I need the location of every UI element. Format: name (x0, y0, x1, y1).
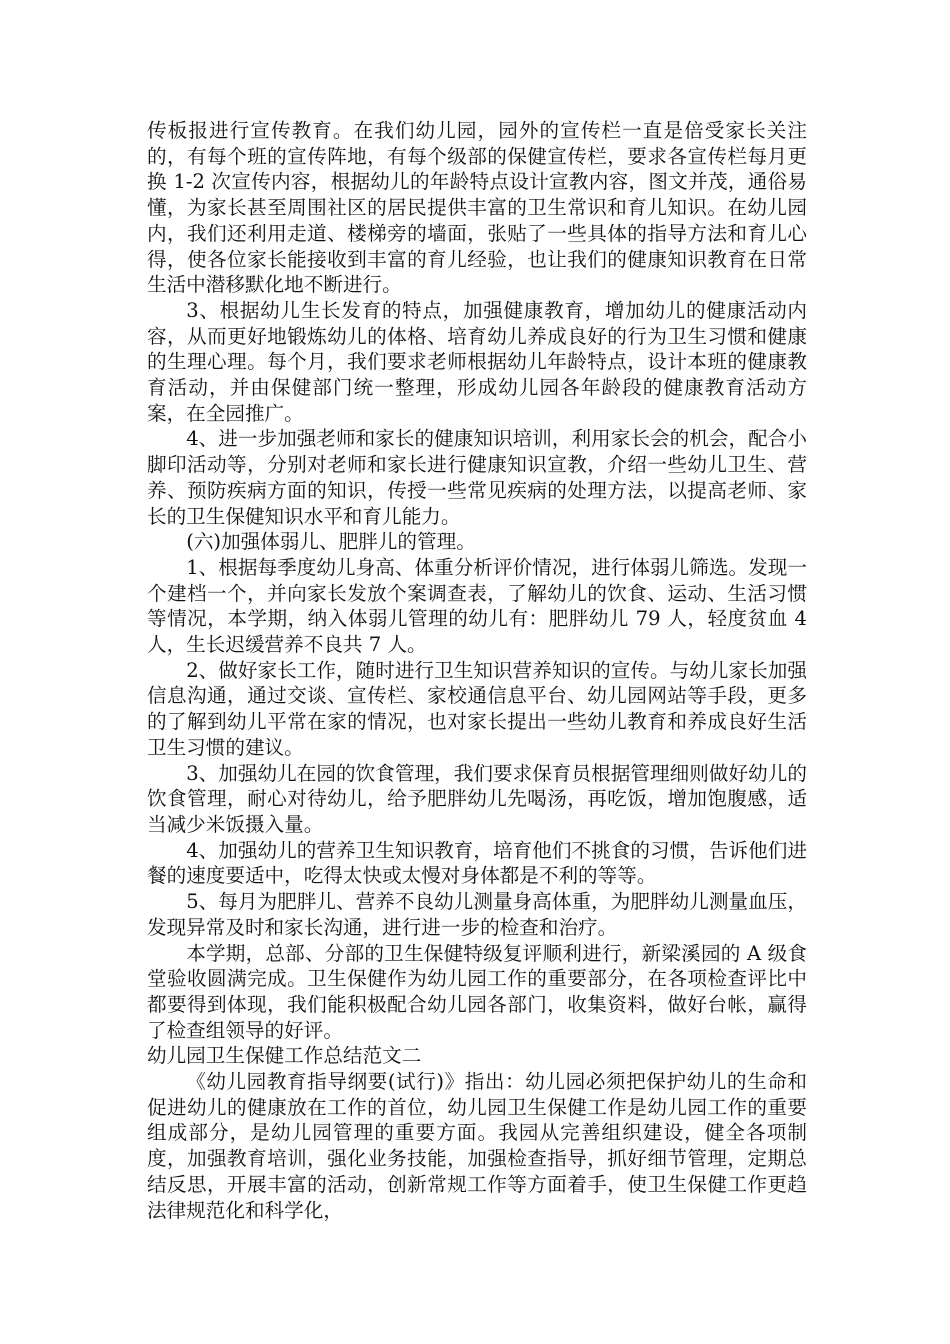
paragraph-item-2-parent-work: 2、做好家长工作，随时进行卫生知识营养知识的宣传。与幼儿家长加强信息沟通，通过交谈、宣传栏、家校通信息平台、幼儿园网站等手段，更多的了解到幼儿平常在家的情况，也对家长提出一些幼儿教育和养成良好生活卫生习惯的建议。 (147, 658, 807, 759)
document-page (147, 118, 807, 1223)
paragraph-item-3-health-education: 3、根据幼儿生长发育的特点，加强健康教育，增加幼儿的健康活动内容，从而更好地锻炼幼儿的体格、培育幼儿养成良好的行为卫生习惯和健康的生理心理。每个月，我们要求老师根据幼儿年龄特点，设计本班的健康教育活动，并由保健部门统一整理，形成幼儿园各年龄段的健康教育活动方案，在全园推广。 (147, 298, 807, 425)
paragraph-item-4-nutrition: 4、加强幼儿的营养卫生知识教育，培育他们不挑食的习惯，告诉他们进餐的速度要适中，吃得太快或太慢对身体都是不利的等等。 (147, 838, 807, 888)
paragraph-item-3-diet: 3、加强幼儿在园的饮食管理，我们要求保育员根据管理细则做好幼儿的饮食管理，耐心对待幼儿，给予肥胖幼儿先喝汤，再吃饭，增加饱腹感，适当减少米饭摄入量。 (147, 761, 807, 836)
paragraph-guideline-intro: 《幼儿园教育指导纲要(试行)》指出：幼儿园必须把保护幼儿的生命和促进幼儿的健康放在工作的首位，幼儿园卫生保健工作是幼儿园工作的重要组成部分，是幼儿园管理的重要方面。我园从完善组织建设，健全各项制度，加强教育培训，强化业务技能，加强检查指导，抓好细节管理，定期总结反思，开展丰富的活动，创新常规工作等方面着手，使卫生保健工作更趋法律规范化和科学化， (147, 1070, 807, 1222)
paragraph-item-1-screening: 1、根据每季度幼儿身高、体重分析评价情况，进行体弱儿筛选。发现一个建档一个，并向家长发放个案调查表，了解幼儿的饮食、运动、生活习惯等情况，本学期，纳入体弱儿管理的幼儿有：肥胖幼儿 79 人，轻度贫血 4 人，生长迟缓营养不良共 7 人。 (147, 555, 807, 657)
article-title-two: 幼儿园卫生保健工作总结范文二 (147, 1044, 422, 1068)
section-heading-six: (六)加强体弱儿、肥胖儿的管理。 (186, 530, 476, 554)
paragraph-publicity-continued: 传板报进行宣传教育。在我们幼儿园，园外的宣传栏一直是倍受家长关注的，有每个班的宣传阵地，有每个级部的保健宣传栏，要求各宣传栏每月更换 1-2 次宣传内容，根据幼儿的年龄特点设计宣教内容，图文并茂，通俗易懂，为家长甚至周围社区的居民提供丰富的卫生常识和育儿知识。在幼儿园内，我们还利用走道、楼梯旁的墙面，张贴了一些具体的指导方法和育儿心得，使各位家长能接收到丰富的育儿经验，也让我们的健康知识教育在日常生活中潜移默化地不断进行。 (147, 119, 807, 297)
paragraph-item-4-training: 4、进一步加强老师和家长的健康知识培训，利用家长会的机会，配合小脚印活动等，分别对老师和家长进行健康知识宣教，介绍一些幼儿卫生、营养、预防疾病方面的知识，传授一些常见疾病的处理方法，以提高老师、家长的卫生保健知识水平和育儿能力。 (147, 427, 807, 528)
paragraph-semester-summary: 本学期，总部、分部的卫生保健特级复评顺利进行，新梁溪园的 A 级食堂验收圆满完成。卫生保健作为幼儿园工作的重要部分，在各项检查评比中都要得到体现，我们能积极配合幼儿园各部门，收集资料，做好台帐，赢得了检查组领导的好评。 (147, 941, 807, 1042)
paragraph-item-5-measurement: 5、每月为肥胖儿、营养不良幼儿测量身高体重，为肥胖幼儿测量血压，发现异常及时和家长沟通，进行进一步的检查和治疗。 (147, 890, 807, 939)
